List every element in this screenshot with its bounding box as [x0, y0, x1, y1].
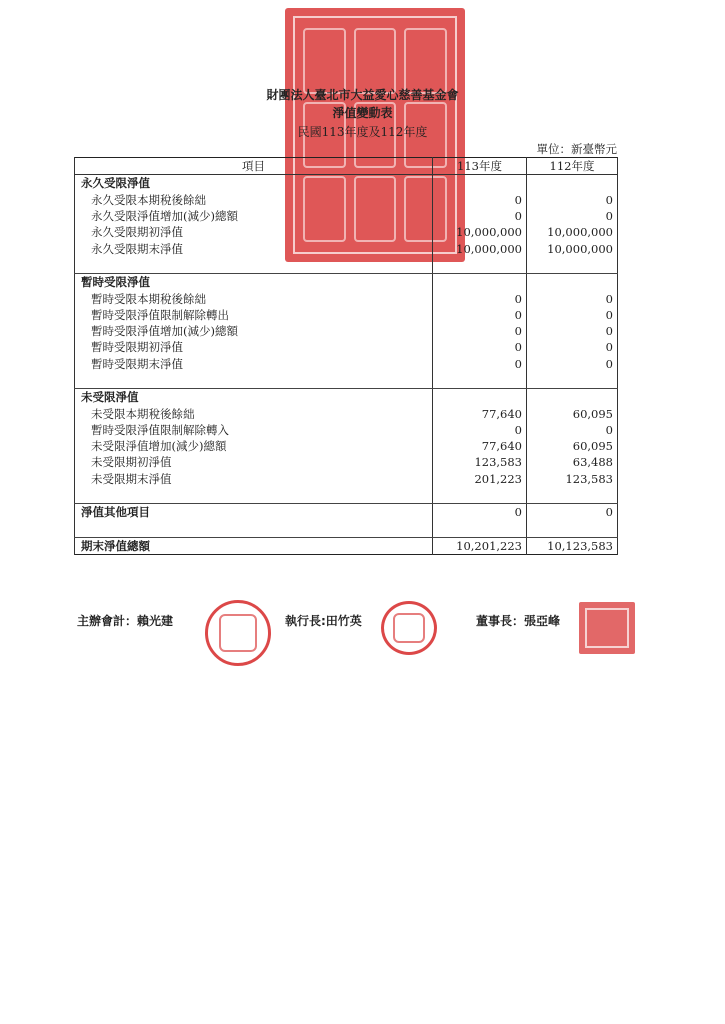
net-worth-changes-table: [74, 157, 618, 555]
value-113: [433, 372, 527, 389]
value-112: [527, 372, 618, 389]
value-113: 0: [433, 323, 527, 339]
value-112: 60,095: [527, 405, 618, 421]
chairman-seal: [579, 602, 635, 654]
chairman-signature: 董事長：張亞峰: [476, 614, 561, 628]
row-label: 暫時受限淨值增加(減少)總額: [75, 323, 433, 339]
value-112: 63,488: [527, 454, 618, 470]
value-113: [433, 487, 527, 504]
row-label: 未受限淨值: [75, 389, 433, 406]
value-113: 0: [433, 356, 527, 372]
executive-signature: 執行長:田竹英: [285, 614, 362, 628]
doc-title: 淨值變動表: [332, 106, 393, 120]
row-label: 暫時受限淨值限制解除轉出: [75, 307, 433, 323]
table-row: [75, 356, 618, 372]
row-label: [75, 521, 433, 538]
table-row: [75, 274, 618, 291]
value-112: [527, 175, 618, 192]
table-row: [75, 240, 618, 256]
table-row: [75, 339, 618, 355]
accountant-seal: [205, 600, 271, 666]
value-113: [433, 257, 527, 274]
value-113: [433, 274, 527, 291]
value-112: 10,000,000: [527, 240, 618, 256]
table-row: [75, 372, 618, 389]
table-row: [75, 454, 618, 470]
row-label: 未受限本期稅後餘絀: [75, 405, 433, 421]
value-113: 0: [433, 290, 527, 306]
table-row: [75, 208, 618, 224]
row-label: 永久受限淨值增加(減少)總額: [75, 208, 433, 224]
value-112: 10,000,000: [527, 224, 618, 240]
value-113: 0: [433, 504, 527, 521]
table-row: [75, 504, 618, 521]
table-row: [75, 521, 618, 538]
value-113: 0: [433, 307, 527, 323]
row-label: 淨值其他項目: [75, 504, 433, 521]
row-label: 未受限期初淨值: [75, 454, 433, 470]
col-header-112: 112年度: [527, 158, 618, 175]
table-row: [75, 323, 618, 339]
value-112: 0: [527, 290, 618, 306]
row-label: 永久受限淨值: [75, 175, 433, 192]
value-112: 0: [527, 307, 618, 323]
value-112: 0: [527, 422, 618, 438]
value-113: 10,000,000: [433, 240, 527, 256]
value-113: [433, 389, 527, 406]
row-label: 未受限期末淨值: [75, 471, 433, 487]
row-label: 暫時受限期初淨值: [75, 339, 433, 355]
table-row: [75, 537, 618, 554]
col-header-113: 113年度: [433, 158, 527, 175]
value-112: 0: [527, 208, 618, 224]
value-113: 123,583: [433, 454, 527, 470]
row-label: 永久受限期末淨值: [75, 240, 433, 256]
row-label: 暫時受限淨值限制解除轉入: [75, 422, 433, 438]
value-112: 0: [527, 339, 618, 355]
report-period: 民國113年度及112年度: [297, 125, 428, 139]
value-113: 10,201,223: [433, 537, 527, 554]
value-112: 0: [527, 356, 618, 372]
row-label: 暫時受限本期稅後餘絀: [75, 290, 433, 306]
table-row: [75, 487, 618, 504]
table-row: [75, 224, 618, 240]
row-label: 永久受限期初淨值: [75, 224, 433, 240]
value-112: [527, 521, 618, 538]
value-113: [433, 521, 527, 538]
table-row: [75, 422, 618, 438]
value-113: 201,223: [433, 471, 527, 487]
table-row: [75, 175, 618, 192]
value-112: [527, 274, 618, 291]
table-row: [75, 389, 618, 406]
value-113: 0: [433, 208, 527, 224]
value-112: 60,095: [527, 438, 618, 454]
value-112: [527, 487, 618, 504]
value-113: 77,640: [433, 405, 527, 421]
org-name: 財團法人臺北市大益愛心慈善基金會: [266, 88, 459, 102]
table-row: [75, 192, 618, 208]
row-label: 期末淨值總額: [75, 537, 433, 554]
value-113: 0: [433, 339, 527, 355]
value-112: [527, 389, 618, 406]
currency-unit: 單位：新臺幣元: [536, 142, 617, 156]
table-row: [75, 307, 618, 323]
row-label: 永久受限本期稅後餘絀: [75, 192, 433, 208]
value-113: 77,640: [433, 438, 527, 454]
value-112: 0: [527, 192, 618, 208]
value-112: 10,123,583: [527, 537, 618, 554]
row-label: 暫時受限淨值: [75, 274, 433, 291]
value-112: [527, 257, 618, 274]
table-row: [75, 471, 618, 487]
col-header-item: 項目: [75, 158, 433, 175]
value-113: [433, 175, 527, 192]
table-header-row: [75, 158, 618, 175]
table-row: [75, 257, 618, 274]
value-112: 123,583: [527, 471, 618, 487]
value-113: 0: [433, 422, 527, 438]
value-113: 0: [433, 192, 527, 208]
row-label: [75, 257, 433, 274]
executive-seal: [381, 601, 437, 655]
table-row: [75, 405, 618, 421]
value-113: 10,000,000: [433, 224, 527, 240]
row-label: [75, 487, 433, 504]
row-label: [75, 372, 433, 389]
row-label: 暫時受限期末淨值: [75, 356, 433, 372]
value-112: 0: [527, 504, 618, 521]
row-label: 未受限淨值增加(減少)總額: [75, 438, 433, 454]
table-row: [75, 290, 618, 306]
table-row: [75, 438, 618, 454]
accountant-signature: 主辦會計：賴光建: [77, 614, 174, 628]
value-112: 0: [527, 323, 618, 339]
